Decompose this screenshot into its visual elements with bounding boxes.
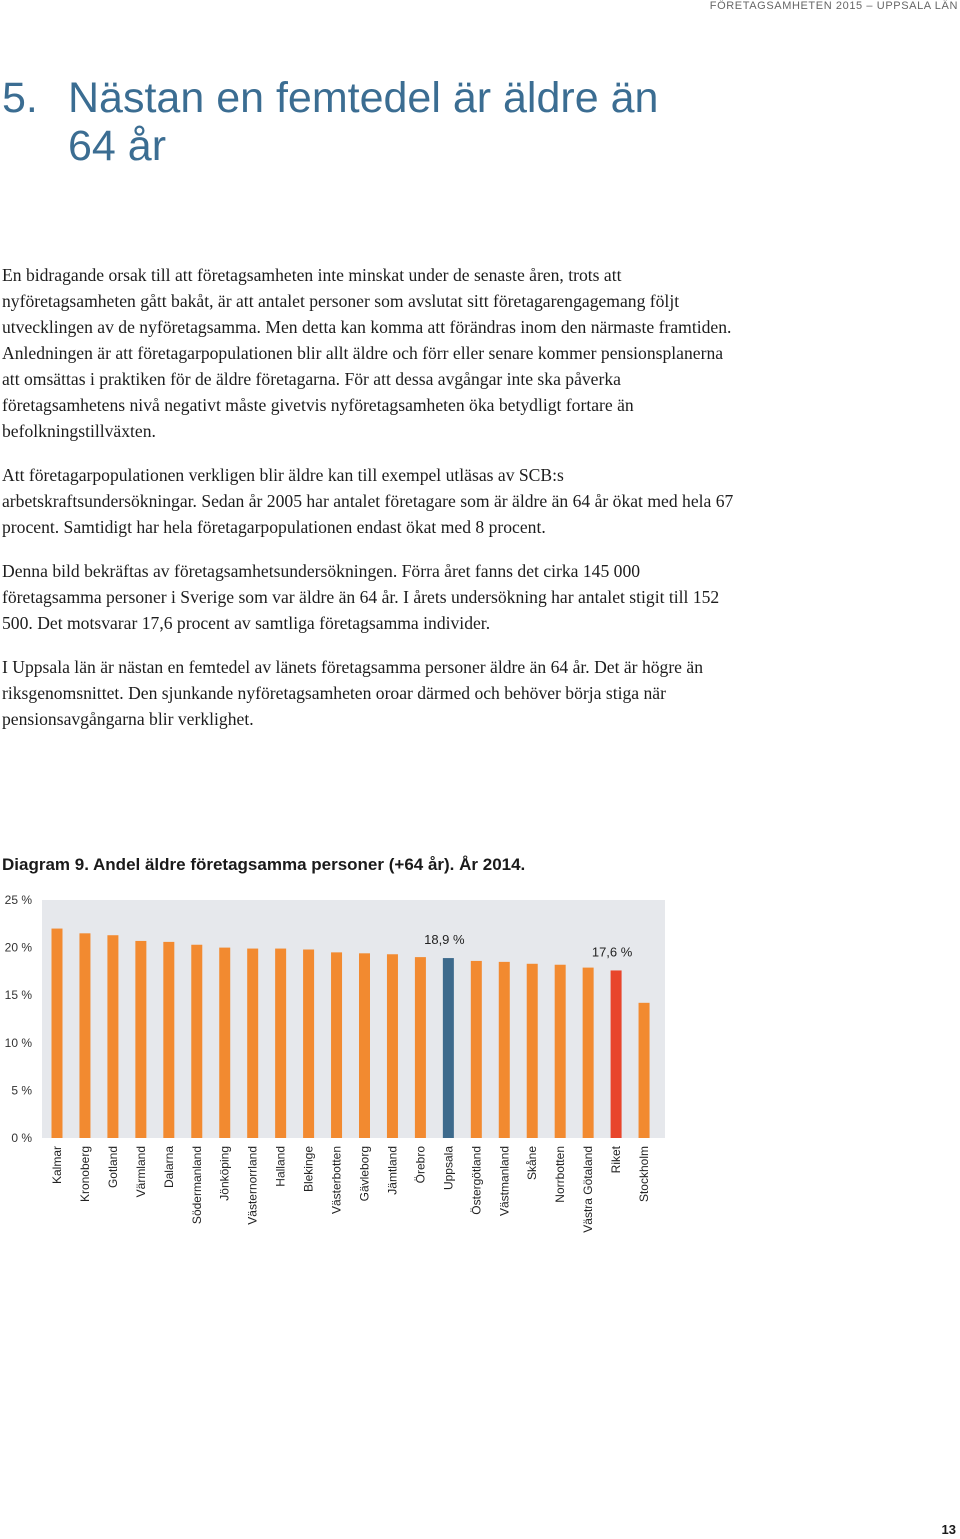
bar-riket: [611, 970, 622, 1138]
y-tick-label: 0 %: [11, 1131, 32, 1145]
bar-blekinge: [303, 950, 314, 1138]
x-tick-label: Östergötland: [469, 1146, 484, 1215]
section-title-text: Nästan en femtedel är äldre än 64 år: [68, 74, 659, 170]
x-tick-label: Gotland: [105, 1146, 120, 1189]
x-tick-label: Kalmar: [50, 1146, 64, 1185]
paragraph: I Uppsala län är nästan en femtedel av länets företagsamma personer äldre än 64 år. Det är högre än riksgenomsnittet. Den sjunkande nyföretagsamheten oroar därmed och behöver börja stiga när pensionsavgångarna blir verklighet.: [2, 657, 704, 729]
x-tick-label: Västmanland: [497, 1146, 512, 1217]
bar-norrbotten: [555, 965, 566, 1138]
y-tick-label: 5 %: [11, 1083, 32, 1098]
y-tick-label: 25 %: [4, 893, 32, 907]
bar-västerbotten: [331, 952, 342, 1138]
bar-gävleborg: [359, 953, 370, 1138]
x-tick-label: Södermanland: [189, 1146, 204, 1225]
data-label: 18,9 %: [424, 932, 465, 948]
paragraph: Att företagarpopulationen verkligen blir äldre kan till exempel utläsas av SCB:s arbetskraftsundersökningar. Sedan år 2005 har antalet företagare som är äldre än 64 år ökat med hela 67 procent. Samtidigt har hela företagarpopulationen endast ökat med 8 procent.: [2, 465, 734, 537]
x-tick-label: Stockholm: [637, 1146, 652, 1203]
y-tick-label: 15 %: [4, 988, 32, 1003]
page-number: 13: [941, 1522, 956, 1537]
bar-chart: [0, 880, 700, 1250]
x-tick-label: Gävleborg: [357, 1146, 372, 1202]
x-tick-label: Västerbotten: [329, 1146, 344, 1215]
x-tick-label: Jämtland: [385, 1146, 400, 1195]
bar-västmanland: [499, 962, 510, 1138]
section-number: 5.: [2, 74, 38, 122]
x-tick-label: Riket: [609, 1146, 624, 1174]
bar-uppsala: [443, 958, 454, 1138]
x-tick-label: Örebro: [413, 1146, 428, 1184]
running-header: FÖRETAGSAMHETEN 2015 – UPPSALA LÄN: [709, 0, 958, 12]
x-tick-label: Blekinge: [301, 1146, 316, 1193]
bar-västernorrland: [247, 949, 258, 1138]
bar-stockholm: [639, 1003, 650, 1138]
section-title: [2, 74, 688, 170]
paragraph: En bidragande orsak till att företagsamheten inte minskat under de senaste åren, trots att nyföretagsamheten gått bakåt, är att antalet personer som avslutat sitt företagarengagemang följt utvecklingen av de nyföretagsamma. Men detta kan komma att förändras inom den närmaste framtiden. Anledningen är att företagarpopulationen blir allt äldre och förr eller senare kommer pensionsplanerna att omsättas i praktiken för de äldre företagarna. För att dessa avgångar inte ska påverka företagsamhetens nivå negativt måste givetvis nyföretagsamheten öka betydligt fortare än befolkningstillväxten.: [2, 265, 732, 441]
bar-södermanland: [191, 945, 202, 1138]
paragraph: Denna bild bekräftas av företagsamhetsundersökningen. Förra året fanns det cirka 145 000 företagsamma personer i Sverige som var äldre än 64 år. I årets undersökning har antalet stigit till 152 500. Det motsvarar 17,6 procent av samtliga företagsamma individer.: [2, 561, 720, 633]
data-label: 17,6 %: [591, 944, 633, 960]
x-tick-label: Jönköping: [217, 1146, 232, 1201]
body-text: [2, 262, 742, 750]
x-tick-label: Västernorrland: [245, 1146, 260, 1225]
x-tick-label: Västra Götaland: [581, 1146, 596, 1233]
diagram-title: Diagram 9. Andel äldre företagsamma personer (+64 år). År 2014.: [2, 855, 526, 874]
y-tick-label: 20 %: [4, 940, 32, 955]
bar-örebro: [415, 957, 426, 1138]
bar-värmland: [135, 941, 146, 1138]
bar-dalarna: [163, 942, 174, 1138]
bar-kronoberg: [79, 933, 90, 1138]
x-tick-label: Värmland: [133, 1146, 148, 1198]
x-tick-label: Skåne: [525, 1146, 540, 1181]
x-tick-label: Halland: [273, 1146, 288, 1187]
bar-västra götaland: [583, 968, 594, 1138]
bar-skåne: [527, 964, 538, 1138]
bar-gotland: [107, 935, 118, 1138]
x-tick-label: Uppsala: [441, 1146, 456, 1191]
bar-kalmar: [52, 929, 63, 1138]
bar-jönköping: [219, 948, 230, 1138]
bar-jämtland: [387, 954, 398, 1138]
bar-halland: [275, 949, 286, 1138]
bar-östergötland: [471, 961, 482, 1138]
x-tick-label: Norrbotten: [553, 1146, 568, 1203]
y-tick-label: 10 %: [4, 1035, 32, 1050]
x-tick-label: Kronoberg: [77, 1146, 92, 1203]
x-tick-label: Dalarna: [161, 1146, 176, 1189]
